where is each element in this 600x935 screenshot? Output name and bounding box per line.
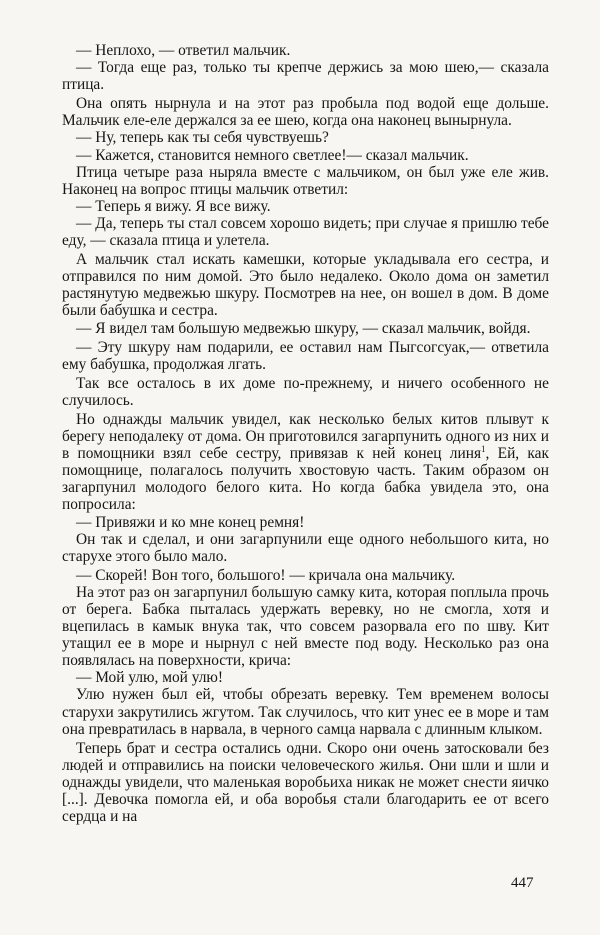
paragraph: — Теперь я вижу. Я все вижу. bbox=[76, 197, 271, 215]
paragraph: — Скорей! Вон того, большого! — кричала она мальчику. bbox=[76, 566, 456, 584]
paragraph: А мальчик стал искать камешки, которые укладывала его сестра, и отправился по ним домой. Это было недалеко. Около дома он заметил растянутую медвежью шкуру. Посмотрев на нее, он вошел в дом. В доме были бабушка и сестра. bbox=[62, 251, 549, 320]
paragraph: Птица четыре раза ныряла вместе с мальчиком, он был уже еле жив. Наконец на вопрос птицы мальчик ответил: bbox=[62, 163, 549, 198]
paragraph: — Мой улю, мой улю! bbox=[76, 669, 224, 687]
paragraph: — Да, теперь ты стал совсем хорошо видеть; при случае я пришлю тебе еду, — сказала птица и улетела. bbox=[62, 214, 549, 250]
footnote-mark: 1 bbox=[481, 444, 486, 455]
paragraph: Теперь брат и сестра остались одни. Скоро они очень затосковали без людей и отправились на поиски человеческого жилья. Они шли и шли и однажды увидели, что маленькая воробьиха никак не может снести яичко [...]. Девочка помогла ей, и оба воробья стали благодарить ее от всего сердца и на bbox=[62, 739, 549, 826]
paragraph: — Неплохо, — ответил мальчик. bbox=[76, 42, 291, 59]
paragraph: — Кажется, становится немного светлее!— сказал мальчик. bbox=[76, 146, 469, 164]
paragraph: — Ну, теперь как ты себя чувствуешь? bbox=[76, 129, 329, 147]
paragraph: — Привяжи и ко мне конец ремня! bbox=[76, 513, 305, 531]
paragraph: — Я видел там большую медвежью шкуру, — сказал мальчик, войдя. bbox=[76, 319, 531, 337]
paragraph: — Тогда еще раз, только ты крепче держись за мою шею,— сказала птица. bbox=[62, 59, 549, 94]
paragraph: Он так и сделал, и они загарпунили еще одного небольшого кита, но старухе этого было мало. bbox=[62, 530, 549, 565]
paragraph: На этот раз он загарпунил большую самку кита, которая поплыла прочь от берега. Бабка пыталась удержать веревку, но не смогла, хотя и вцепилась в камык внука так, что совсем разорвала его по шву. Кит утащил ее в море и нырнул с ней вместе под воду. Несколько раз она появлялась на поверхности, крича: bbox=[62, 583, 549, 670]
body-text bbox=[62, 42, 549, 825]
paragraph bbox=[62, 411, 549, 514]
paragraph-part: , Ей, как помощнице, полагалось получить хвостовую часть. Таким образом он загарпунил молодого белого кита. Но когда бабка увидела это, она попросила: bbox=[62, 445, 549, 514]
paragraph: Она опять нырнула и на этот раз пробыла под водой еще дольше. Мальчик еле-еле держался за ее шею, когда она наконец вынырнула. bbox=[62, 95, 549, 130]
page-number: 447 bbox=[511, 875, 534, 891]
paragraph: Так все осталось в их доме по-прежнему, и ничего особенного не случилось. bbox=[62, 374, 549, 409]
paragraph-part: Но однажды мальчик увидел, как несколько белых китов плывут к берегу неподалеку от дома. Он приготовился загарпунить одного из них и в помощники взял себе сестру, привязав к ней конец линя bbox=[62, 410, 549, 463]
paragraph: Улю нужен был ей, чтобы обрезать веревку. Тем временем волосы старухи закрутились жгутом. Так случилось, что кит унес ее в море и там она превратилась в нарвала, в черного самца нарвала с длинным клыком. bbox=[62, 686, 549, 738]
paragraph: — Эту шкуру нам подарили, ее оставил нам Пыгсогсуак,— ответила ему бабушка, продолжая лгать. bbox=[62, 338, 549, 373]
